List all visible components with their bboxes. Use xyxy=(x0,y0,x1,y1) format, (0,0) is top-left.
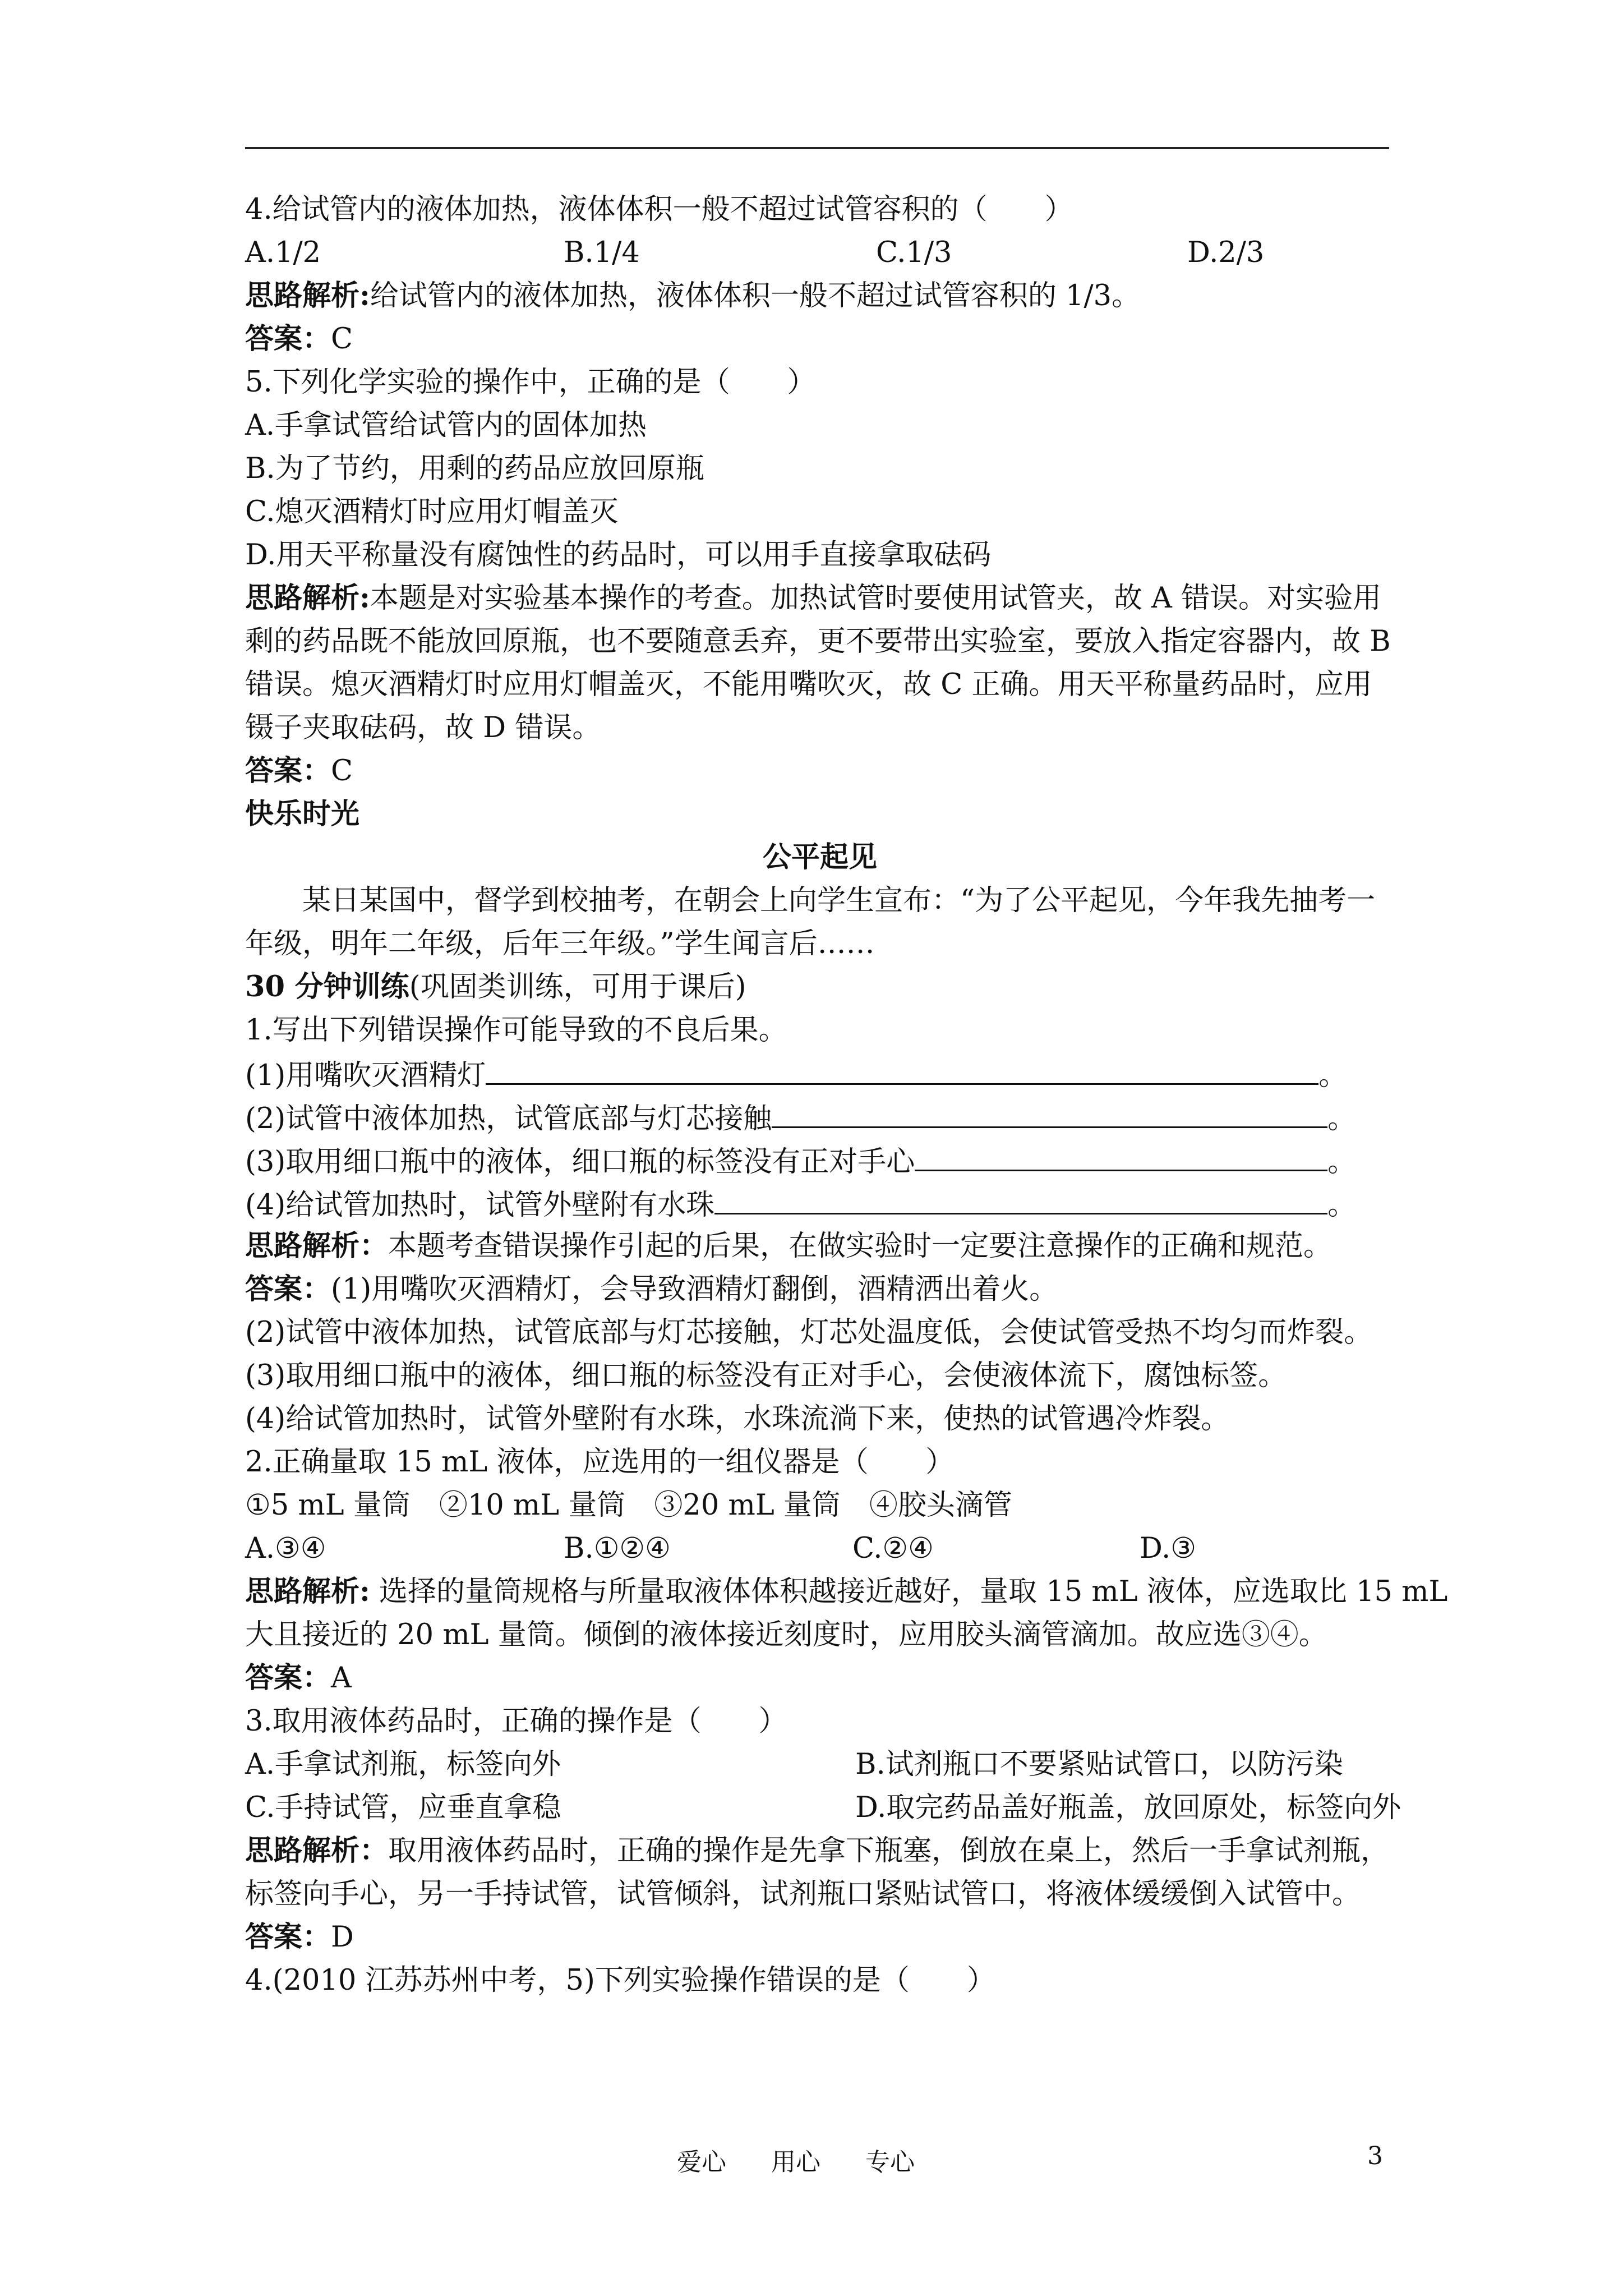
answer-value: C xyxy=(331,323,353,356)
training-heading-note: (巩固类训练，可用于课后) xyxy=(409,970,746,1004)
footer-motto xyxy=(677,2142,960,2178)
option-b: B.试剂瓶口不要紧贴试管口，以防污染 xyxy=(855,1748,1343,1781)
option-a: A.手拿试管给试管内的固体加热 xyxy=(245,409,647,442)
story-line: 某日某国中，督学到校抽考，在朝会上向学生宣布：“为了公平起见，今年我先抽考一 xyxy=(302,884,1376,917)
answer-blank[interactable] xyxy=(714,1181,1327,1214)
analysis-text: 取用液体药品时，正确的操作是先拿下瓶塞，倒放在桌上，然后一手拿试剂瓶， xyxy=(388,1834,1390,1867)
analysis-label: 思路解析: xyxy=(245,1575,370,1608)
question-4-analysis xyxy=(245,274,1395,318)
training-3-options-row-1 xyxy=(245,1743,1395,1786)
answer-value: A xyxy=(331,1662,352,1695)
analysis-line: 镊子夹取砝码，故 D 错误。 xyxy=(245,711,601,744)
analysis-label: 思路解析: xyxy=(245,581,370,615)
question-4-answer xyxy=(245,318,1395,361)
answer-label: 答案： xyxy=(245,1661,331,1695)
fill-item: (1)用嘴吹灭酒精灯 。 xyxy=(245,1052,1395,1095)
option-c: C.熄灭酒精灯时应用灯帽盖灭 xyxy=(245,495,619,528)
analysis-line: 大且接近的 20 mL 量筒。倾倒的液体接近刻度时，应用胶头滴管滴加。故应选③④。 xyxy=(245,1618,1327,1651)
option-c: C.手持试管，应垂直拿稳 xyxy=(245,1791,561,1824)
story-title: 公平起见 xyxy=(762,840,877,874)
answer-label: 答案： xyxy=(245,1272,331,1306)
option-b: B.为了节约，用剩的药品应放回原瓶 xyxy=(245,452,704,485)
option-b: B.1/4 xyxy=(564,236,640,269)
option-c: C.②④ xyxy=(852,1532,934,1565)
answer-blank[interactable] xyxy=(915,1138,1327,1171)
answer-line: (2)试管中液体加热，试管底部与灯芯接触，灯芯处温度低，会使试管受热不均匀而炸裂。 xyxy=(245,1316,1373,1349)
instrument-list: ①5 mL 量筒 ②10 mL 量筒 ③20 mL 量筒 ④胶头滴管 xyxy=(245,1489,1012,1522)
motto-word: 专心 xyxy=(865,2148,915,2177)
training-1-analysis xyxy=(245,1225,1395,1268)
option-a: A.1/2 xyxy=(245,236,321,269)
answer-line: (3)取用细口瓶中的液体，细口瓶的标签没有正对手心，会使液体流下，腐蚀标签。 xyxy=(245,1359,1287,1392)
page-number: 3 xyxy=(1367,2142,1383,2170)
training-1-stem: 1.写出下列错误操作可能导致的不良后果。 xyxy=(245,1014,787,1047)
question-5-answer xyxy=(245,749,1395,793)
motto-word: 爱心 xyxy=(677,2148,726,2177)
training-3-answer xyxy=(245,1916,1395,1959)
answer-blank[interactable] xyxy=(772,1095,1327,1128)
analysis-label: 思路解析： xyxy=(245,1229,389,1263)
question-5-analysis xyxy=(245,577,1395,620)
document-body xyxy=(245,188,1448,2002)
training-3-analysis xyxy=(245,1829,1395,1872)
answer-line: (1)用嘴吹灭酒精灯，会导致酒精灯翻倒，酒精洒出着火。 xyxy=(331,1273,1058,1306)
analysis-label: 思路解析: xyxy=(245,279,370,312)
analysis-text: 本题是对实验基本操作的考查。加热试管时要使用试管夹，故 A 错误。对实验用 xyxy=(370,582,1382,615)
option-c: C.1/3 xyxy=(876,236,952,269)
option-a: A.③④ xyxy=(245,1532,326,1565)
training-2-stem: 2.正确量取 15 mL 液体，应选用的一组仪器是（ ） xyxy=(245,1446,955,1479)
training-heading-bold: 30 分钟训练 xyxy=(245,970,409,1004)
analysis-line: 剩的药品既不能放回原瓶，也不要随意丢弃，更不要带出实验室，要放入指定容器内，故 B xyxy=(245,625,1391,658)
training-2-analysis xyxy=(245,1570,1448,1613)
header-rule xyxy=(245,147,1389,149)
fill-item: (4)给试管加热时，试管外壁附有水珠 。 xyxy=(245,1181,1395,1225)
training-3-options-row-2 xyxy=(245,1786,1401,1829)
answer-label: 答案： xyxy=(245,1920,331,1954)
section-heading-happy-time: 快乐时光 xyxy=(245,797,360,831)
option-b: B.①②④ xyxy=(564,1532,671,1565)
fill-item: (2)试管中液体加热，试管底部与灯芯接触 。 xyxy=(245,1095,1395,1138)
answer-label: 答案： xyxy=(245,754,331,788)
fill-item: (3)取用细口瓶中的液体，细口瓶的标签没有正对手心 。 xyxy=(245,1138,1395,1181)
option-d: D.取完药品盖好瓶盖，放回原处，标签向外 xyxy=(855,1791,1401,1824)
analysis-line: 错误。熄灭酒精灯时应用灯帽盖灭，不能用嘴吹灭，故 C 正确。用天平称量药品时，应用 xyxy=(245,668,1372,701)
page-footer xyxy=(0,2142,1623,2175)
answer-blank[interactable] xyxy=(486,1052,1318,1085)
analysis-label: 思路解析： xyxy=(245,1834,389,1867)
answer-value: C xyxy=(331,754,353,788)
question-5-stem: 5.下列化学实验的操作中，正确的是（ ） xyxy=(245,366,816,399)
training-1-answer xyxy=(245,1268,1395,1311)
option-d: D.③ xyxy=(1140,1532,1197,1565)
answer-line: (4)给试管加热时，试管外壁附有水珠，水珠流淌下来，使热的试管遇冷炸裂。 xyxy=(245,1402,1230,1435)
analysis-text: 给试管内的液体加热，液体体积一般不超过试管容积的 1/3。 xyxy=(370,279,1141,312)
section-heading-training xyxy=(245,965,1395,1009)
story-line: 年级，明年二年级，后年三年级。”学生闻言后…… xyxy=(245,927,875,960)
option-d: D.2/3 xyxy=(1187,236,1265,269)
training-3-stem: 3.取用液体药品时，正确的操作是（ ） xyxy=(245,1705,787,1738)
answer-value: D xyxy=(331,1921,354,1954)
training-2-options xyxy=(245,1527,1395,1570)
analysis-line: 标签向手心，另一手持试管，试管倾斜，试剂瓶口紧贴试管口，将液体缓缓倒入试管中。 xyxy=(245,1878,1361,1911)
question-4-options xyxy=(245,231,1395,274)
option-d: D.用天平称量没有腐蚀性的药品时，可以用手直接拿取砝码 xyxy=(245,539,992,572)
motto-word: 用心 xyxy=(771,2148,820,2177)
analysis-text: 本题考查错误操作引起的后果，在做实验时一定要注意操作的正确和规范。 xyxy=(388,1230,1332,1263)
answer-label: 答案： xyxy=(245,322,331,356)
question-4-stem: 4.给试管内的液体加热，液体体积一般不超过试管容积的（ ） xyxy=(245,193,1073,226)
training-2-answer xyxy=(245,1657,1395,1700)
analysis-text: 选择的量筒规格与所量取液体体积越接近越好，量取 15 mL 液体，应选取比 15 mL xyxy=(370,1575,1448,1608)
option-a: A.手拿试剂瓶，标签向外 xyxy=(245,1748,561,1781)
training-4-stem: 4.(2010 江苏苏州中考，5)下列实验操作错误的是（ ） xyxy=(245,1964,995,1997)
